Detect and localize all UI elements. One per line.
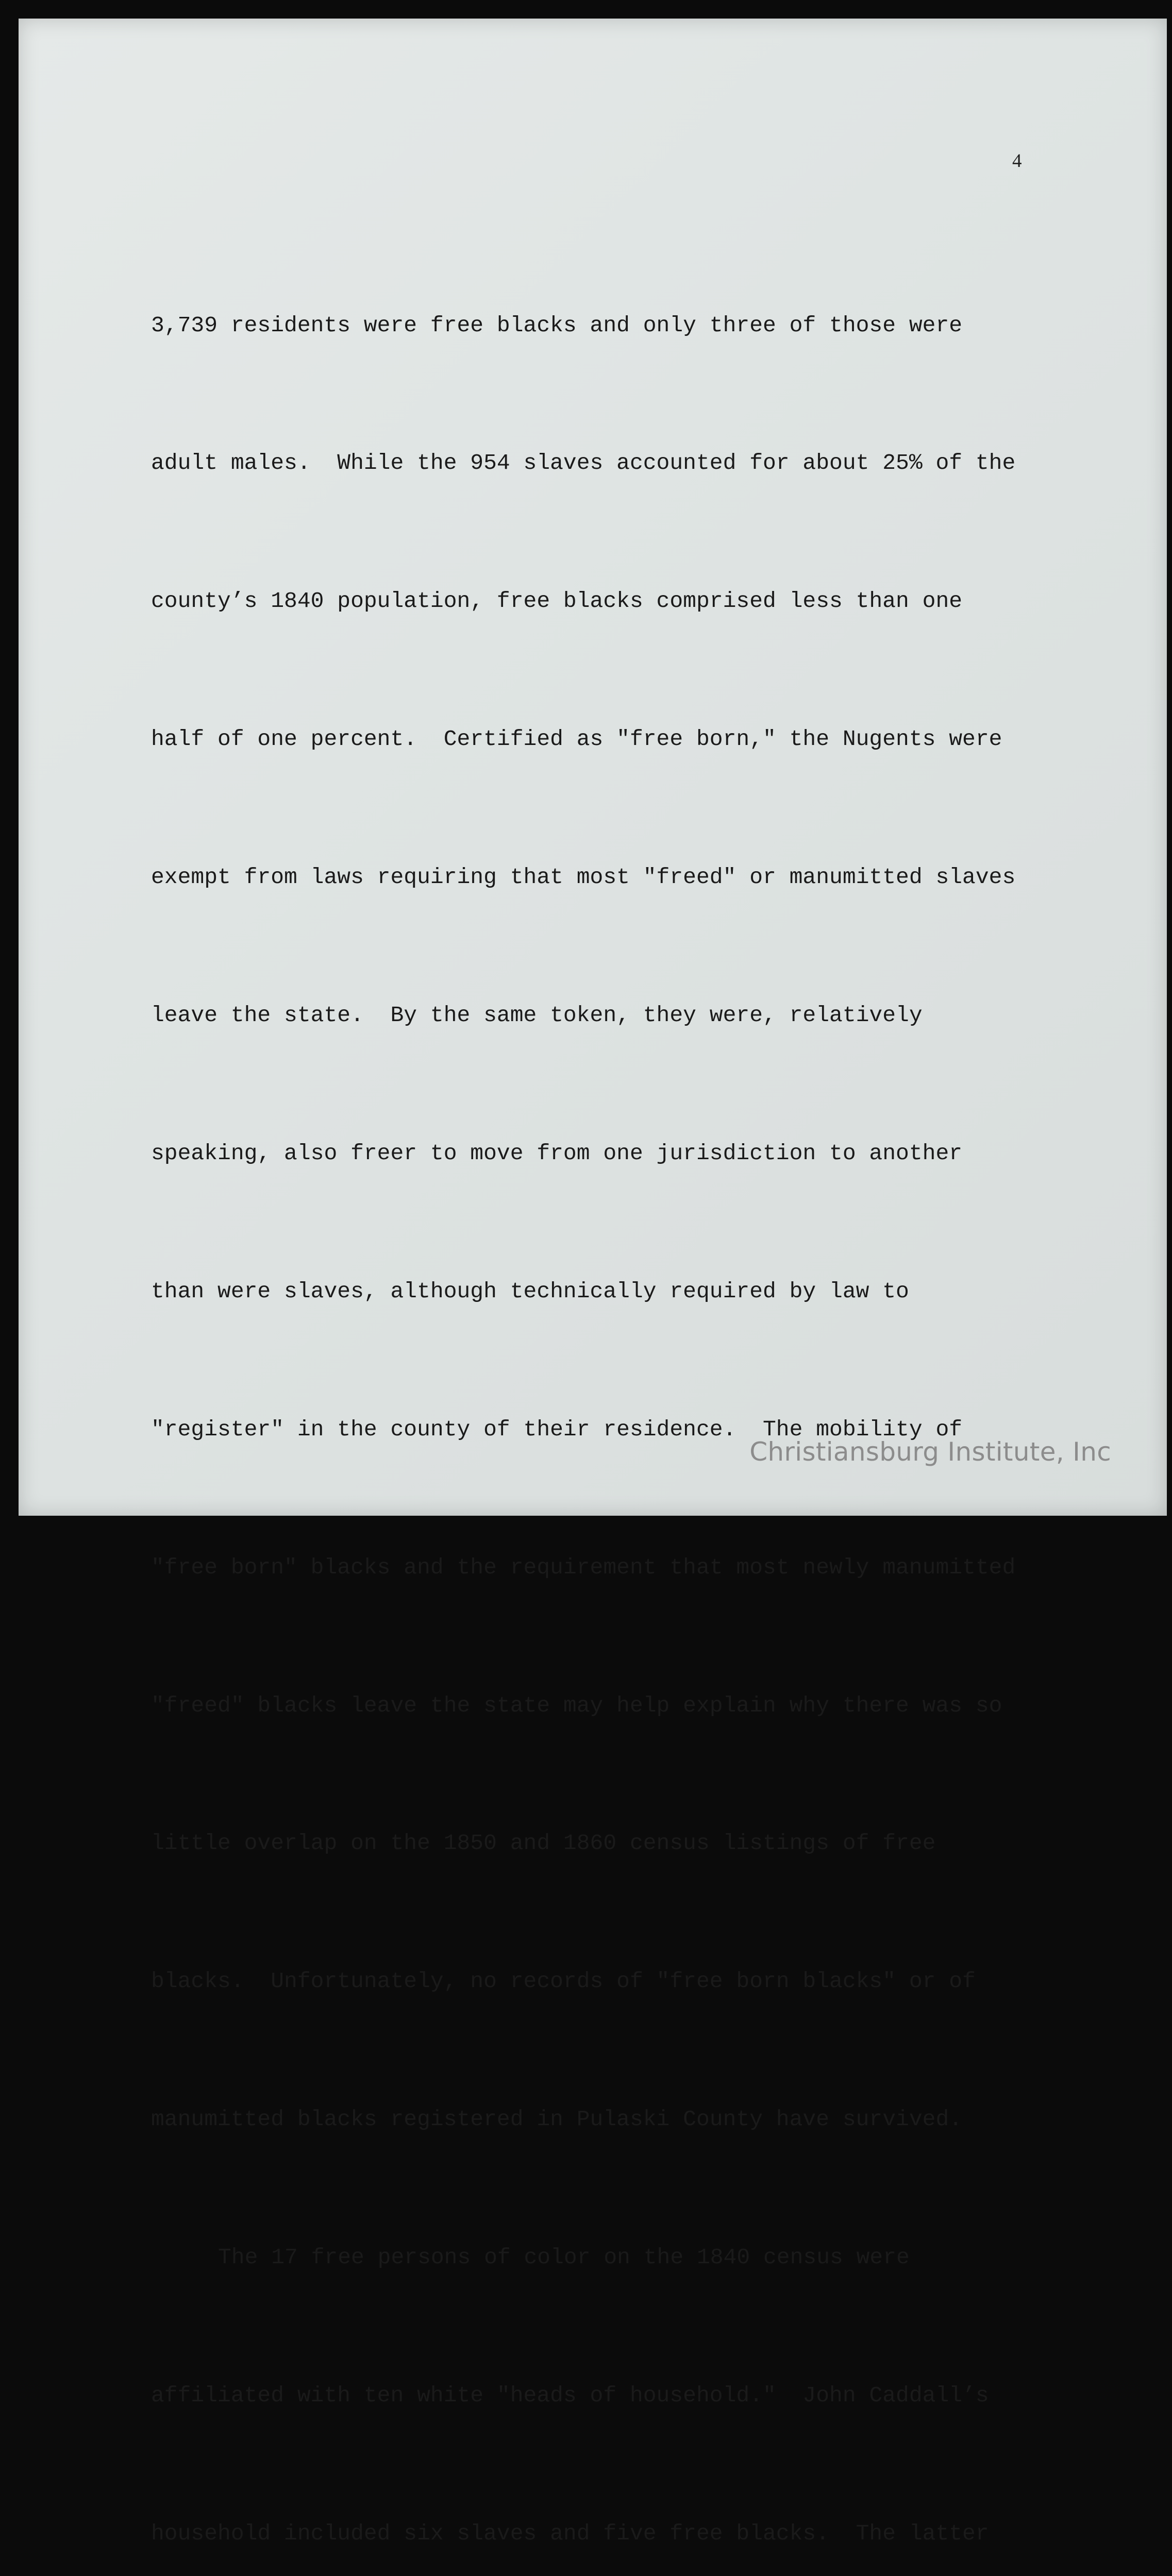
text-line: "register" in the county of their residence. The mobility of [151,1416,963,1442]
text-line: 3,739 residents were free blacks and only three of those were [151,312,963,338]
watermark: Christiansburg Institute, Inc [749,1437,1111,1467]
text-line: speaking, also freer to move from one jurisdiction to another [151,1140,963,1166]
text-line: manumitted blacks registered in Pulaski County have survived. [151,2107,963,2132]
document-page [19,19,1167,2546]
page-number: 4 [1012,150,1022,172]
text-line: adult males. While the 954 slaves accounted for about 25% of the [151,450,1016,476]
text-line: blacks. Unfortunately, no records of "free born blacks" or of [151,1969,976,1994]
paragraph-start-line: The 17 free persons of color on the 1840 census were [218,2245,910,2270]
text-line: county’s 1840 population, free blacks comprised less than one [151,588,963,614]
text-line: than were slaves, although technically required by law to [151,1278,909,1304]
text-line: affiliated with ten white "heads of household." John Caddall’s [151,2382,989,2408]
text-line: leave the state. By the same token, they were, relatively [151,1003,923,1028]
text-line: "freed" blacks leave the state may help explain why there was so [151,1692,1002,1718]
body-text [151,210,1068,2576]
text-line: "free born" blacks and the requirement that most newly manumitted [151,1554,1016,1580]
text-line: household included six slaves and five free blacks. The latter [151,2520,989,2546]
text-line: exempt from laws requiring that most "freed" or manumitted slaves [151,865,1016,890]
text-line: little overlap on the 1850 and 1860 census listings of free [151,1831,936,1856]
text-line: half of one percent. Certified as "free born," the Nugents were [151,726,1002,752]
